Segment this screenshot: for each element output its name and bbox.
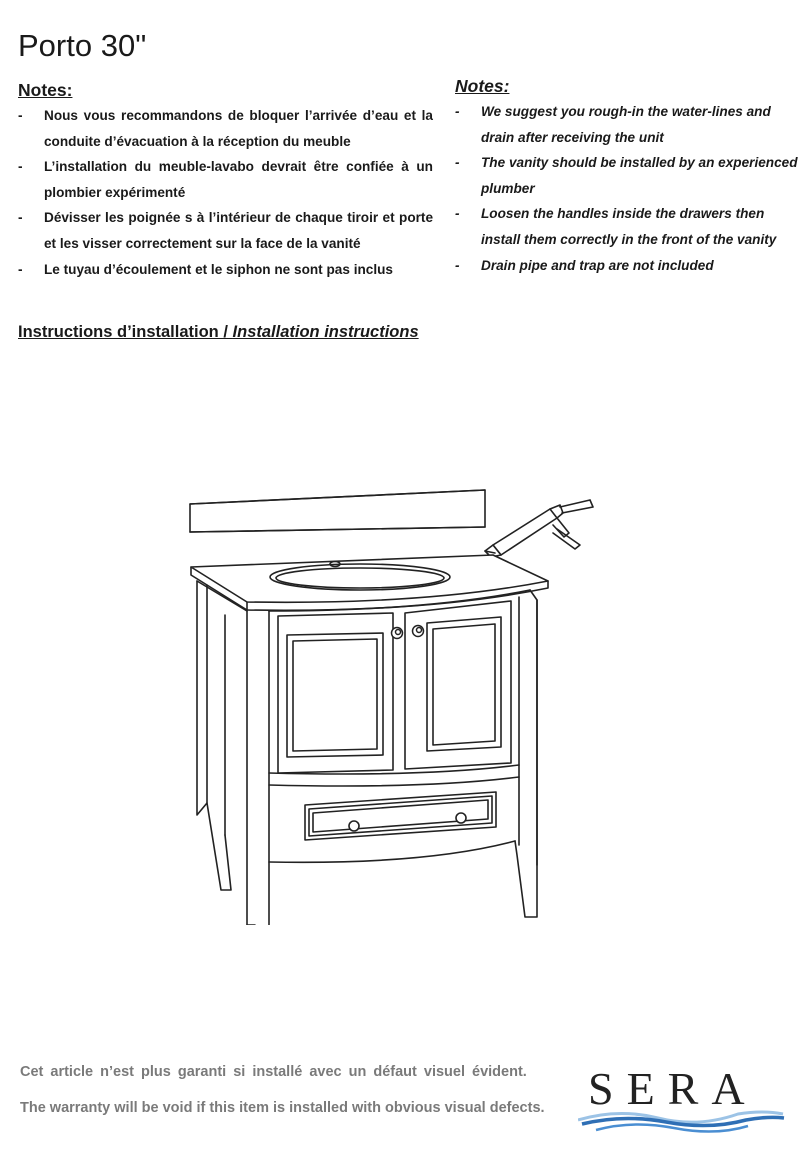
list-item: - Le tuyau d’écoulement et le siphon ne sont pas inclus xyxy=(18,261,393,277)
list-item: - We suggest you rough-in the water-lines and drain after receiving the unit xyxy=(455,104,771,145)
list-item: - Nous vous recommandons de bloquer l’arrivée d’eau et la conduite d’évacuation à la réception du meuble xyxy=(18,108,433,149)
warranty-note-en: The warranty will be void if this item is installed with obvious visual defects. xyxy=(20,1100,545,1116)
svg-text:SERA: SERA xyxy=(588,1063,758,1114)
warranty-note-fr: Cet article n’est plus garanti si installé avec un défaut visuel évident. xyxy=(20,1064,527,1080)
list-item: - L’installation du meuble-lavabo devrait être confiée à un plombier expérimenté xyxy=(18,159,433,200)
vanity-illustration xyxy=(185,485,610,925)
backsplash xyxy=(190,490,485,532)
sera-logo xyxy=(578,1058,788,1148)
caulking-gun-icon xyxy=(485,500,593,557)
door-left xyxy=(278,613,393,773)
notes-english xyxy=(455,76,800,278)
list-item: - Loosen the handles inside the drawers then install them correctly in the front of the vanity xyxy=(455,206,777,247)
section-heading: Instructions d’installation / Installation instructions xyxy=(18,323,419,341)
list-item: - The vanity should be installed by an experienced plumber xyxy=(455,155,798,196)
notes-heading-en: Notes: xyxy=(455,76,510,96)
list-item: - Drain pipe and trap are not included xyxy=(455,257,714,273)
notes-heading-fr: Notes: xyxy=(18,80,73,100)
cabinet-side xyxy=(197,581,247,890)
page-title: Porto 30" xyxy=(18,28,147,63)
list-item: - Dévisser les poignée s à l’intérieur de chaque tiroir et porte et les visser correctement sur la face de la vanité xyxy=(18,210,433,251)
drawer xyxy=(305,792,496,840)
notes-french xyxy=(18,80,433,282)
